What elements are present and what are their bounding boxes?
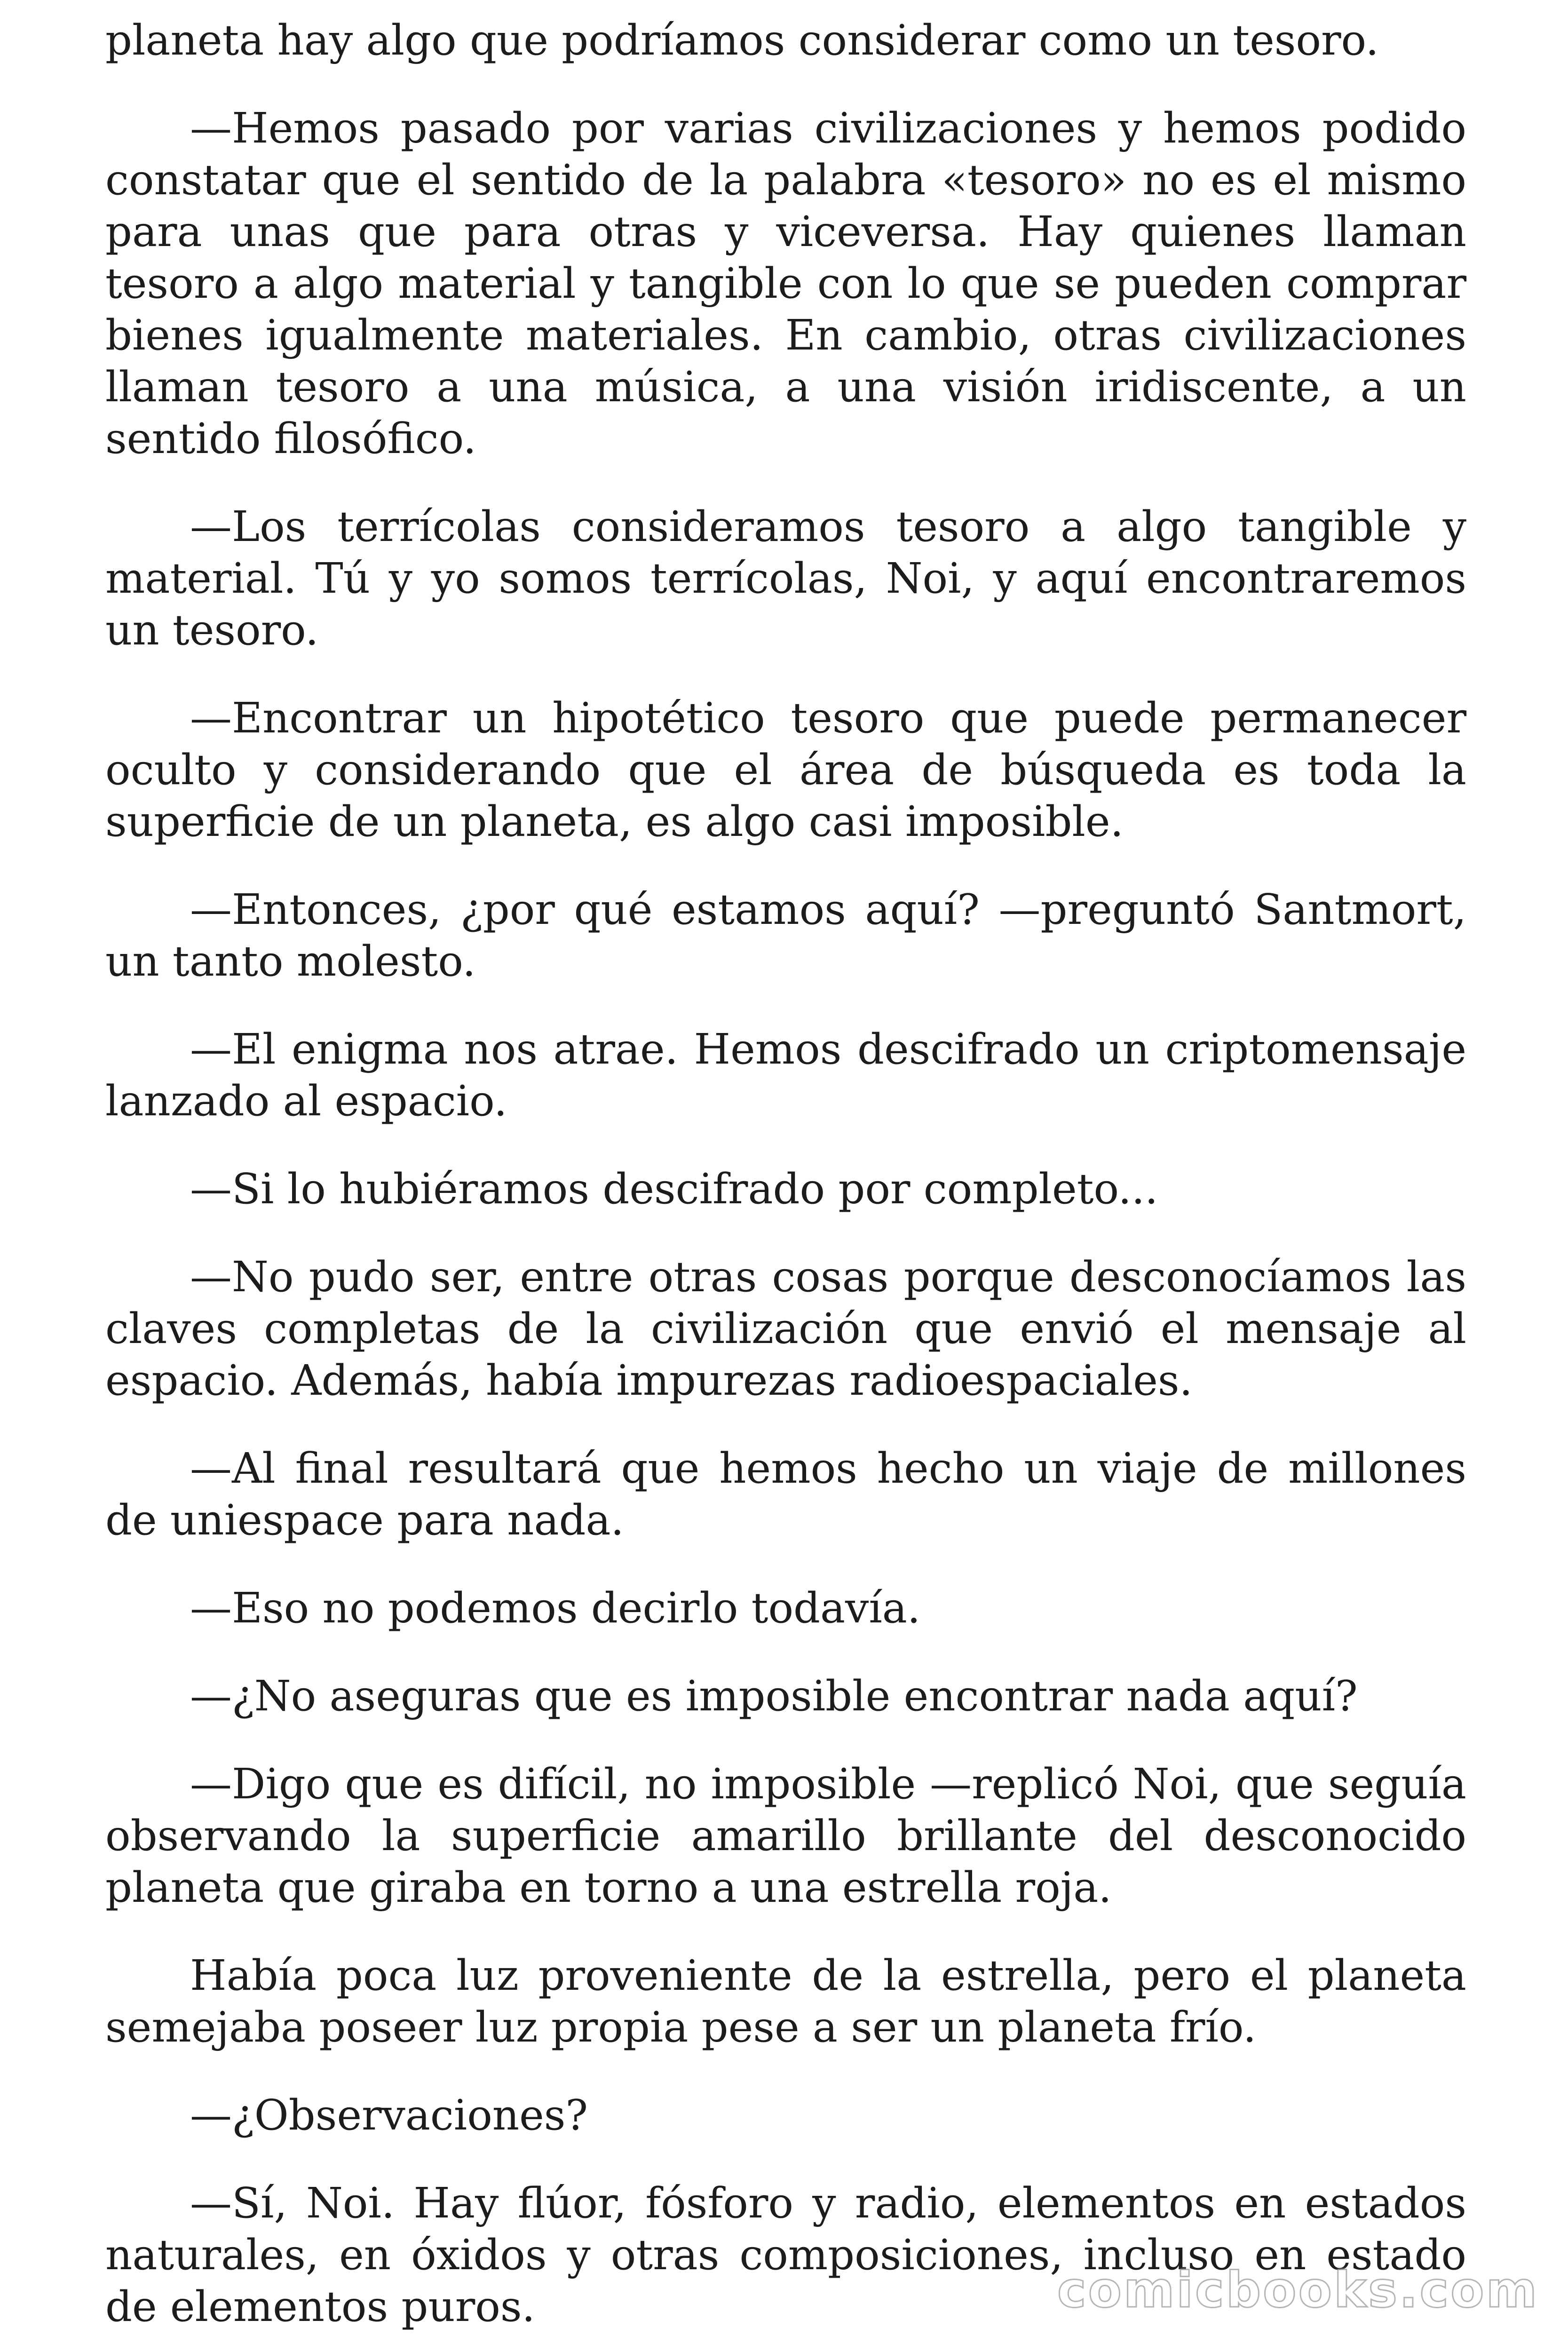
paragraph-10: —Eso no podemos decirlo todavía. <box>190 1583 921 1632</box>
paragraph-14: —¿Observaciones? <box>190 2090 588 2139</box>
paragraph-11: —¿No aseguras que es imposible encontrar nada aquí? <box>190 1671 1358 1720</box>
paragraph-4: —Encontrar un hipotético tesoro que puede permanecer oculto y considerando que el área de búsqueda es toda la superficie de un planeta, es algo casi imposible. <box>105 693 1466 846</box>
paragraph-2: —Hemos pasado por varias civilizaciones y hemos podido constatar que el sentido de la palabra «tesoro» no es el mismo para unas que para otras y viceversa. Hay quienes llaman tesoro a algo material y tangible con lo que se pueden comprar bienes igualmente materiales. En cambio, otras civilizaciones llaman tesoro a una música, a una visión iridiscente, a un sentido filosófico. <box>105 103 1466 463</box>
paragraph-12: —Digo que es difícil, no imposible —replicó Noi, que seguía observando la superficie amarillo brillante del desconocido planeta que giraba en torno a una estrella roja. <box>105 1759 1466 1912</box>
paragraph-15: —Sí, Noi. Hay flúor, fósforo y radio, elementos en estados naturales, en óxidos y otras composiciones, incluso en estado de elementos puros. <box>105 2178 1466 2331</box>
paragraph-8: —No pudo ser, entre otras cosas porque desconocíamos las claves completas de la civilización que envió el mensaje al espacio. Además, había impurezas radioespaciales. <box>105 1252 1466 1405</box>
paragraph-7: —Si lo hubiéramos descifrado por completo... <box>190 1164 1158 1213</box>
paragraph-6: —El enigma nos atrae. Hemos descifrado un criptomensaje lanzado al espacio. <box>105 1025 1466 1125</box>
paragraph-9: —Al final resultará que hemos hecho un viaje de millones de uniespace para nada. <box>105 1444 1466 1544</box>
paragraph-13: Había poca luz proveniente de la estrella, pero el planeta semejaba poseer luz propia pese a ser un planeta frío. <box>105 1951 1466 2051</box>
paragraph-3: —Los terrícolas consideramos tesoro a algo tangible y material. Tú y yo somos terrícolas, Noi, y aquí encontraremos un tesoro. <box>105 502 1466 654</box>
paragraph-5: —Entonces, ¿por qué estamos aquí? —preguntó Santmort, un tanto molesto. <box>105 885 1466 985</box>
paragraph-1: planeta hay algo que podríamos considerar como un tesoro. <box>105 16 1379 64</box>
book-page-text <box>105 14 1466 2352</box>
watermark-logo: comicbooks.com <box>1057 2261 1539 2319</box>
